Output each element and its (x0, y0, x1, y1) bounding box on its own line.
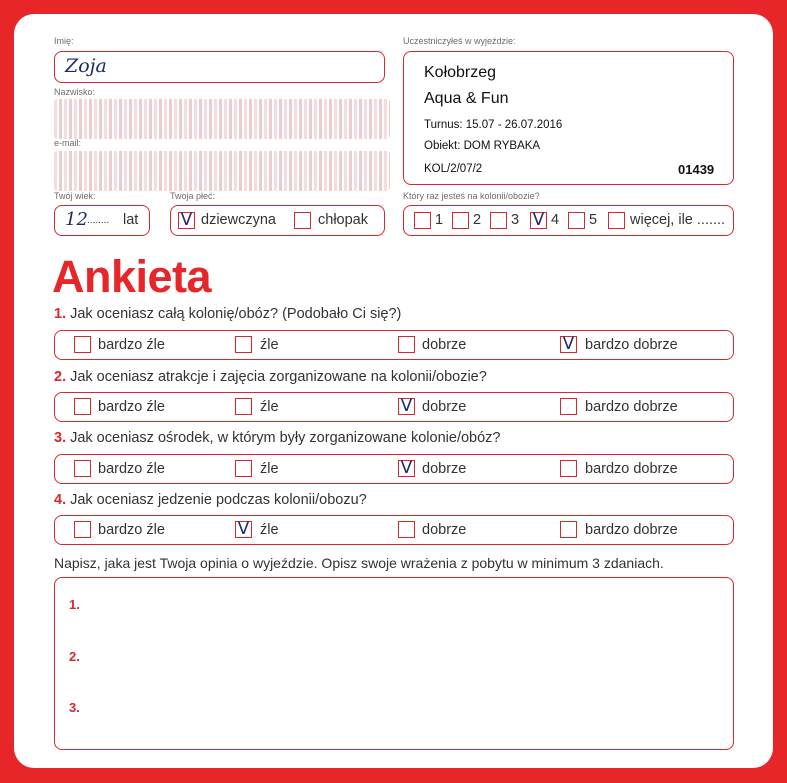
surname-label: Nazwisko: (54, 87, 96, 97)
answer-row-4 (54, 515, 734, 545)
trip-info-box (403, 51, 734, 185)
answer-row-1 (54, 330, 734, 360)
name-field[interactable] (54, 51, 385, 83)
name-label: Imię: (54, 36, 74, 46)
age-field[interactable] (54, 205, 150, 236)
q3-option-4-checkbox[interactable] (560, 460, 577, 477)
question-number: 2. (54, 369, 67, 385)
check-mark: V (400, 396, 413, 416)
q2-option-1-checkbox[interactable] (74, 398, 91, 415)
participant-label: Uczestniczyłeś w wyjeździe: (403, 36, 516, 46)
times-4-label: 4 (551, 212, 560, 228)
opinion-line-1: 1. (69, 597, 80, 612)
question-number: 4. (54, 492, 67, 508)
trip-code: KOL/2/07/2 (424, 163, 483, 175)
email-redacted (54, 151, 390, 191)
answer-row-2 (54, 392, 734, 422)
q1-option-1-checkbox[interactable] (74, 336, 91, 353)
q1-option-4-label: bardzo dobrze (585, 337, 678, 353)
q1-option-3-checkbox[interactable] (398, 336, 415, 353)
q4-option-4-checkbox[interactable] (560, 521, 577, 538)
times-5-checkbox[interactable] (568, 212, 585, 229)
q2-option-2-checkbox[interactable] (235, 398, 252, 415)
times-label: Który raz jesteś na kolonii/obozie? (403, 191, 540, 201)
q4-option-1-label: bardzo źle (98, 522, 165, 538)
gender-field (170, 205, 385, 236)
times-more-checkbox[interactable] (608, 212, 625, 229)
gender-label: Twoja płeć: (170, 191, 216, 201)
times-field (403, 205, 734, 236)
gender-girl-checkbox[interactable] (178, 212, 195, 229)
q1-option-1-label: bardzo źle (98, 337, 165, 353)
gender-boy-label: chłopak (318, 212, 368, 228)
survey-form (14, 14, 773, 768)
question-text: Jak oceniasz całą kolonię/obóz? (Podobało Ci się?) (70, 306, 402, 322)
trip-obiekt: Obiekt: DOM RYBAKA (424, 140, 541, 152)
q2-option-2-label: źle (260, 399, 279, 415)
gender-girl-label: dziewczyna (201, 212, 276, 228)
age-label: Twój wiek: (54, 191, 96, 201)
opinion-line-2: 2. (69, 649, 80, 664)
trip-name: Aqua & Fun (424, 90, 509, 107)
trip-turnus: Turnus: 15.07 - 26.07.2016 (424, 119, 563, 131)
q2-option-1-label: bardzo źle (98, 399, 165, 415)
opinion-line-3: 3. (69, 700, 80, 715)
q2-option-3-label: dobrze (422, 399, 467, 415)
q2-option-4-checkbox[interactable] (560, 398, 577, 415)
q3-option-3-checkbox[interactable] (398, 460, 415, 477)
q1-option-4-checkbox[interactable] (560, 336, 577, 353)
times-4-checkbox[interactable] (530, 212, 547, 229)
opinion-textarea[interactable] (54, 577, 734, 750)
check-mark: V (237, 519, 250, 539)
answer-row-3 (54, 454, 734, 484)
q3-option-2-label: źle (260, 461, 279, 477)
q3-option-2-checkbox[interactable] (235, 460, 252, 477)
surname-redacted (54, 99, 390, 139)
q3-option-1-label: bardzo źle (98, 461, 165, 477)
trip-number: 01439 (678, 162, 715, 177)
q3-option-1-checkbox[interactable] (74, 460, 91, 477)
q4-option-1-checkbox[interactable] (74, 521, 91, 538)
q1-option-2-checkbox[interactable] (235, 336, 252, 353)
trip-city: Kołobrzeg (424, 64, 497, 81)
times-1-checkbox[interactable] (414, 212, 431, 229)
q4-option-2-label: źle (260, 522, 279, 538)
q3-option-4-label: bardzo dobrze (585, 461, 678, 477)
check-mark: V (532, 210, 545, 230)
times-5-label: 5 (589, 212, 598, 228)
question-4 (54, 492, 367, 508)
q4-option-2-checkbox[interactable] (235, 521, 252, 538)
name-value: Zoja (65, 55, 107, 77)
q4-option-4-label: bardzo dobrze (585, 522, 678, 538)
age-unit: lat (123, 212, 139, 228)
check-mark: V (400, 458, 413, 478)
times-3-checkbox[interactable] (490, 212, 507, 229)
q4-option-3-checkbox[interactable] (398, 521, 415, 538)
q3-option-3-label: dobrze (422, 461, 467, 477)
opinion-prompt: Napisz, jaka jest Twoja opinia o wyjeździe. Opisz swoje wrażenia z pobytu w minimum 3 zdaniach. (54, 555, 664, 571)
q1-option-3-label: dobrze (422, 337, 467, 353)
question-3 (54, 430, 500, 446)
question-2 (54, 369, 487, 385)
q2-option-4-label: bardzo dobrze (585, 399, 678, 415)
times-3-label: 3 (511, 212, 520, 228)
question-number: 1. (54, 306, 67, 322)
question-number: 3. (54, 430, 67, 446)
times-2-label: 2 (473, 212, 482, 228)
times-1-label: 1 (435, 212, 444, 228)
q4-option-3-label: dobrze (422, 522, 467, 538)
question-text: Jak oceniasz jedzenie podczas kolonii/obozu? (70, 492, 367, 508)
times-2-checkbox[interactable] (452, 212, 469, 229)
question-text: Jak oceniasz atrakcje i zajęcia zorganizowane na kolonii/obozie? (70, 369, 487, 385)
q2-option-3-checkbox[interactable] (398, 398, 415, 415)
email-label: e-mail: (54, 138, 82, 148)
check-mark: V (562, 334, 575, 354)
age-value: 12 (65, 209, 88, 230)
q1-option-2-label: źle (260, 337, 279, 353)
page-title: Ankieta (52, 251, 212, 302)
question-1 (54, 306, 401, 322)
times-more-label: więcej, ile ....... (630, 212, 726, 228)
check-mark: V (180, 210, 193, 230)
age-dots: ........ (87, 215, 110, 226)
question-text: Jak oceniasz ośrodek, w którym były zorganizowane kolonie/obóz? (70, 430, 501, 446)
gender-boy-checkbox[interactable] (294, 212, 311, 229)
